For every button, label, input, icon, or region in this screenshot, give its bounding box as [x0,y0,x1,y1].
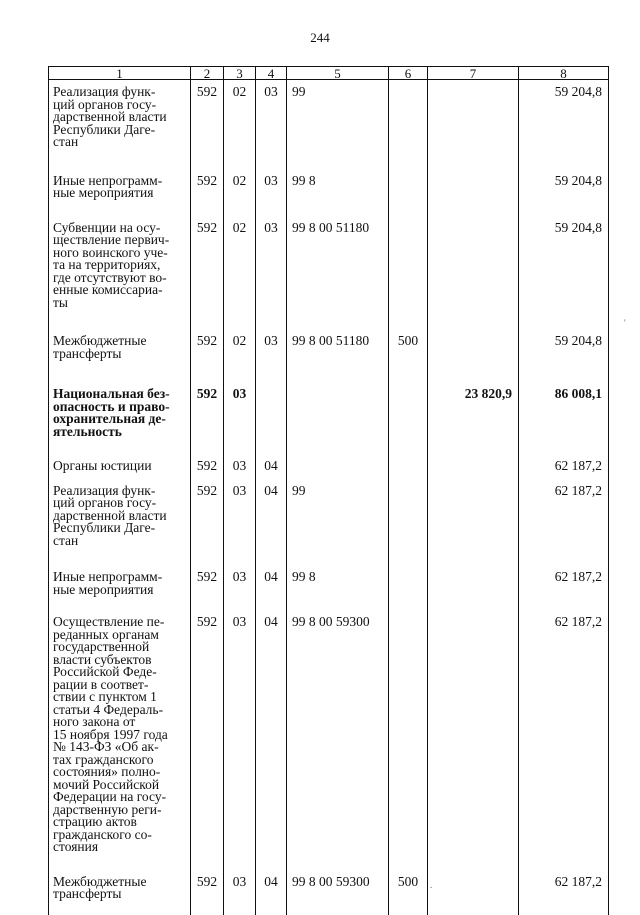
row-grbs: 592 [191,200,224,310]
row-subsection [256,360,287,438]
table-header-row [49,67,609,80]
table-row [49,596,609,854]
row-section: 02 [224,309,256,360]
row-section: 03 [224,473,256,548]
row-subsection: 04 [256,473,287,548]
row-amount-col8: 62 187,2 [519,854,609,915]
row-amount-col8: 62 187,2 [519,596,609,854]
row-target-article [287,438,389,473]
row-subsection: 03 [256,149,287,200]
row-amount-col8: 62 187,2 [519,438,609,473]
budget-table-container [48,66,608,915]
header-col-5: 5 [287,67,389,80]
row-subsection: 03 [256,200,287,310]
row-grbs: 592 [191,547,224,596]
header-col-8: 8 [519,67,609,80]
row-section: 02 [224,80,256,149]
row-target-article: 99 8 00 51180 [287,200,389,310]
row-target-article: 99 [287,473,389,548]
row-expense-type [389,360,428,438]
table-row [49,360,609,438]
row-expense-type [389,473,428,548]
row-amount-col8: 59 204,8 [519,200,609,310]
row-target-article: 99 [287,80,389,149]
row-expense-type [389,200,428,310]
row-target-article: 99 8 00 59300 [287,596,389,854]
row-expense-type [389,80,428,149]
row-subsection: 03 [256,309,287,360]
row-section: 03 [224,438,256,473]
header-col-1: 1 [49,67,191,80]
row-amount-col7 [428,596,519,854]
row-amount-col8: 59 204,8 [519,80,609,149]
row-section: 03 [224,547,256,596]
table-row [49,547,609,596]
scan-mark: ' [624,318,626,328]
row-name: Межбюджетные трансферты [49,309,191,360]
page-number: 244 [310,30,330,45]
header-col-6: 6 [389,67,428,80]
row-expense-type [389,547,428,596]
row-grbs: 592 [191,596,224,854]
row-section: 03 [224,854,256,915]
header-col-3: 3 [224,67,256,80]
row-subsection: 04 [256,547,287,596]
row-expense-type: 500 [389,854,428,915]
row-name: Реализация функ- ций органов госу- дарственной власти Республики Даге- стан [49,473,191,548]
row-amount-col7 [428,80,519,149]
row-amount-col7: 23 820,9 [428,360,519,438]
row-amount-col8: 59 204,8 [519,309,609,360]
table-body [49,80,609,915]
header-col-2: 2 [191,67,224,80]
header-col-7: 7 [428,67,519,80]
row-target-article [287,360,389,438]
row-name: Иные непрограмм- ные мероприятия [49,547,191,596]
row-amount-col7 [428,200,519,310]
row-amount-col7 [428,547,519,596]
table-row [49,854,609,915]
row-amount-col7 [428,309,519,360]
row-amount-col8: 86 008,1 [519,360,609,438]
row-grbs: 592 [191,80,224,149]
row-target-article: 99 8 00 59300 [287,854,389,915]
row-amount-col8: 59 204,8 [519,149,609,200]
row-grbs: 592 [191,309,224,360]
row-subsection: 04 [256,596,287,854]
row-expense-type [389,438,428,473]
row-section: 03 [224,596,256,854]
row-subsection: 04 [256,438,287,473]
row-amount-col8: 62 187,2 [519,473,609,548]
row-name: Реализация функ- ций органов госу- дарственной власти Республики Даге- стан [49,80,191,149]
header-col-4: 4 [256,67,287,80]
row-name: Иные непрограмм- ные мероприятия [49,149,191,200]
row-section: 02 [224,200,256,310]
row-grbs: 592 [191,149,224,200]
row-amount-col7 [428,438,519,473]
row-amount-col8: 62 187,2 [519,547,609,596]
row-name: Осуществление пе- реданных органам государственной власти субъектов Российской Феде- рации в соответ- ствии с пунктом 1 статьи 4 Федераль- ного закона от 15 ноября 1997 года № 143-ФЗ «Об ак- тах гражданского состояния» полно- мочий Российской Федерации на госу- дарственную реги- страцию актов гражданского со- стояния [49,596,191,854]
table-row [49,80,609,149]
row-name: Национальная без- опасность и право- охранительная де- ятельность [49,360,191,438]
table-row [49,438,609,473]
row-grbs: 592 [191,473,224,548]
row-expense-type: 500 [389,309,428,360]
row-name: Органы юстиции [49,438,191,473]
budget-table [48,66,609,915]
row-amount-col7 [428,854,519,915]
row-target-article: 99 8 [287,547,389,596]
row-name: Субвенции на осу- ществление первич- ного воинского уче- та на территориях, где отсутствуют во- енные комиссариа- ты [49,200,191,310]
row-target-article: 99 8 [287,149,389,200]
row-name: Межбюджетные трансферты [49,854,191,915]
row-section: 02 [224,149,256,200]
row-grbs: 592 [191,438,224,473]
row-section: 03 [224,360,256,438]
table-row [49,309,609,360]
row-expense-type [389,149,428,200]
row-grbs: 592 [191,360,224,438]
table-row [49,473,609,548]
scan-mark: . [430,880,433,890]
row-expense-type [389,596,428,854]
row-subsection: 04 [256,854,287,915]
row-subsection: 03 [256,80,287,149]
row-amount-col7 [428,473,519,548]
row-amount-col7 [428,149,519,200]
row-target-article: 99 8 00 51180 [287,309,389,360]
row-grbs: 592 [191,854,224,915]
table-row [49,149,609,200]
table-row [49,200,609,310]
